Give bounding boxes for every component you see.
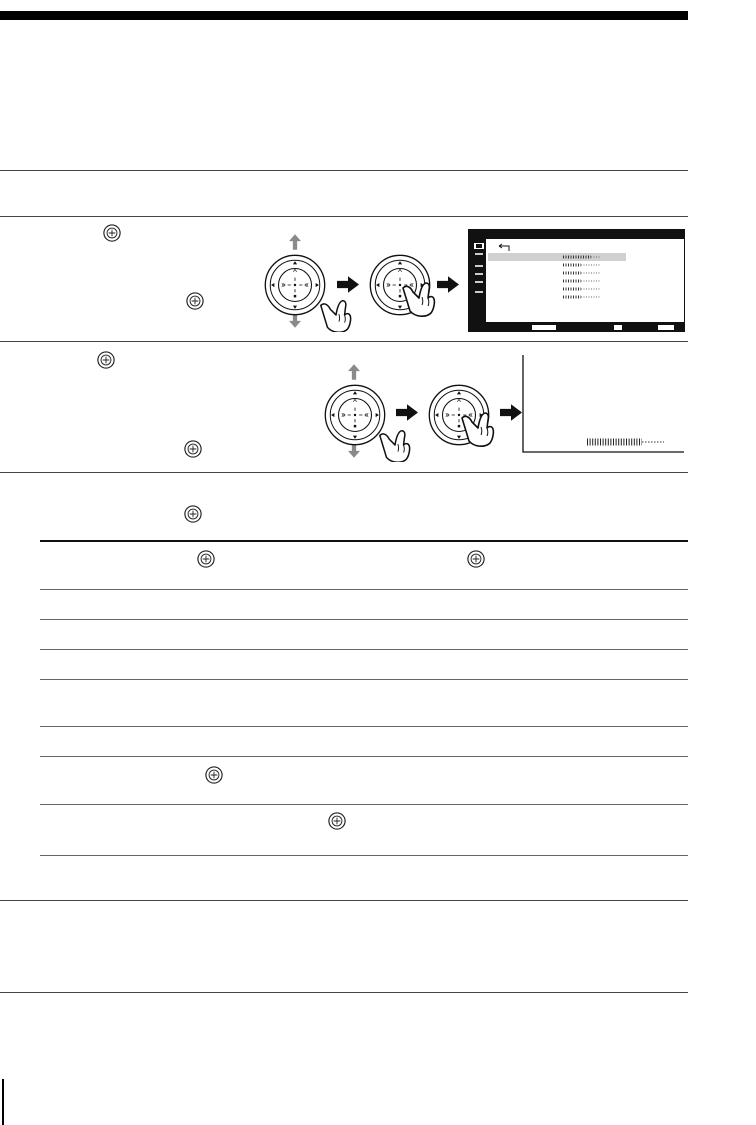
- up-arrow-icon: [348, 364, 360, 379]
- control-button-icon: [467, 550, 485, 568]
- control-button-icon: [184, 505, 202, 523]
- table-row-divider: [40, 679, 688, 680]
- control-button-icon: [328, 812, 346, 830]
- table-row-divider: [40, 756, 688, 757]
- header-rule: [0, 11, 688, 20]
- adjustment-screen-illustration: [522, 355, 684, 457]
- section-divider: [0, 900, 688, 901]
- section-divider: [0, 992, 688, 993]
- right-arrow-icon: [500, 404, 522, 421]
- select-item-diagram: [255, 232, 465, 332]
- section-divider: [0, 170, 688, 171]
- right-arrow-icon: [337, 276, 359, 293]
- control-button-icon: [197, 550, 215, 568]
- control-button-icon: [205, 766, 223, 784]
- control-button-icon: [184, 440, 202, 458]
- table-row-divider: [40, 649, 688, 650]
- pressing-hand-icon: [380, 431, 410, 462]
- menu-screen-illustration: [468, 229, 685, 332]
- control-button-icon: [265, 255, 324, 314]
- section-divider: [0, 341, 688, 342]
- up-arrow-icon: [289, 234, 301, 249]
- table-row-divider: [40, 855, 688, 856]
- adjust-setting-diagram: [322, 362, 527, 462]
- page-margin-line: [2, 1079, 4, 1125]
- control-button-icon: [186, 292, 204, 310]
- pressing-hand-icon: [321, 301, 351, 332]
- section-divider: [0, 216, 688, 217]
- table-row-divider: [40, 804, 688, 805]
- control-button-icon: [325, 385, 384, 444]
- right-arrow-icon: [437, 276, 459, 293]
- table-row-divider: [40, 726, 688, 727]
- section-divider: [0, 472, 688, 473]
- control-button-icon: [103, 224, 121, 242]
- table-row-divider: [40, 619, 688, 620]
- table-header-rule: [40, 540, 688, 542]
- right-arrow-icon: [396, 404, 418, 421]
- control-button-icon: [97, 351, 115, 369]
- table-row-divider: [40, 589, 688, 590]
